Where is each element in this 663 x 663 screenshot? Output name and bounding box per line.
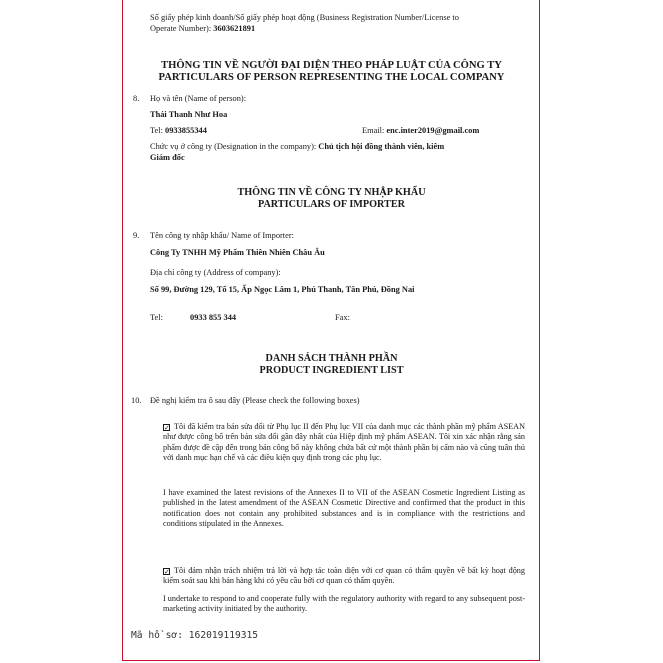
rep-designation-value: Chủ tịch hội đồng thành viên, kiêm <box>318 142 445 151</box>
importer-title-en: PARTICULARS OF IMPORTER <box>257 199 405 210</box>
record-code <box>131 630 258 641</box>
rep-name-label: Họ và tên (Name of person): <box>150 94 247 103</box>
rep-tel-label: Tel: <box>150 126 165 135</box>
checkbox-2[interactable]: ✓ <box>164 568 170 576</box>
business-license-line2 <box>150 24 255 35</box>
checkbox-2-text-en: I undertake to respond to and cooperate fully with the regulatory authority with regard to any subsequent post-marketing activity initiated by the authority. <box>163 594 525 614</box>
importer-tel-label: Tel: <box>150 313 163 322</box>
ingredient-item-number: 10. <box>131 396 142 405</box>
rep-designation-value-2: Giám đốc <box>150 153 185 162</box>
importer-title-vi: THÔNG TIN VỀ CÔNG TY NHẬP KHẨU <box>237 187 426 198</box>
ingredient-title-en: PRODUCT INGREDIENT LIST <box>259 365 404 376</box>
checkbox-1[interactable]: ✓ <box>164 424 170 432</box>
importer-item-number: 9. <box>133 231 140 240</box>
checkbox-1-block <box>163 422 525 464</box>
checkbox-1-text-vi: Tôi đã kiểm tra bản sửa đổi từ Phụ lục II đến Phụ lục VII của danh mục các thành phần mỹ phẩm ASEAN như được công bố trên bản sửa đổi gần đây nhất của Hiệp định mỹ phẩm ASEAN. Tôi xin xác nhận rằng sản phẩm được đề cập đến trong bản công bố này không chứa bất cứ một thành phần bị cấm nào và cũng tuân thủ với danh mục hạn chế và các điều kiện quy định trong các phụ lục. <box>163 422 525 463</box>
rep-email <box>362 126 479 137</box>
rep-name-value: Thái Thanh Như Hoa <box>150 110 228 119</box>
rep-tel-value: 0933855344 <box>165 126 207 135</box>
importer-tel-value: 0933 855 344 <box>190 313 237 322</box>
importer-name-value: Công Ty TNHH Mỹ Phẩm Thiên Nhiên Châu Âu <box>150 248 325 257</box>
rep-tel <box>150 126 207 137</box>
business-license-number: 3603621891 <box>213 24 256 33</box>
checkbox-2-block <box>163 566 525 587</box>
rep-email-label: Email: <box>362 126 387 135</box>
importer-name-label: Tên công ty nhập khẩu/ Name of Importer: <box>150 231 294 240</box>
ingredient-title-vi: DANH SÁCH THÀNH PHẦN <box>265 353 398 364</box>
business-license-label-2: Operate Number): <box>150 24 214 33</box>
rep-designation <box>150 142 444 153</box>
checkbox-1-text-en: I have examined the latest revisions of the Annexes II to VII of the ASEAN Cosmetic Ingredient Listing as published in the latest amendment of the ASEAN Cosmetic Directive and confirmed that the product in this notification does not contain any prohibited substances and is in compliance with the restrictions and conditions stipulated in the Annexes. <box>163 488 525 529</box>
business-license-label: Số giấy phép kinh doanh/Số giấy phép hoạt động (Business Registration Number/License to <box>150 13 459 22</box>
rep-title-en: PARTICULARS OF PERSON REPRESENTING THE LOCAL COMPANY <box>158 72 505 83</box>
rep-email-value: enc.inter2019@gmail.com <box>386 126 480 135</box>
importer-address-label: Địa chỉ công ty (Address of company): <box>150 268 281 277</box>
record-code-label: Mã hồ sơ: <box>131 630 189 641</box>
checkbox-2-text-vi: Tôi đảm nhận trách nhiệm trả lời và hợp tác toàn diện với cơ quan có thẩm quyền về bất kỳ hoạt động kiểm soát sau khi bán hàng khi có yêu cầu bởi cơ quan có thẩm quyền. <box>163 566 525 586</box>
rep-item-number: 8. <box>133 94 140 103</box>
importer-fax-label: Fax: <box>335 313 350 322</box>
rep-title-vi: THÔNG TIN VỀ NGƯỜI ĐẠI DIỆN THEO PHÁP LUẬT CỦA CÔNG TY <box>161 60 502 71</box>
importer-address-value: Số 99, Đường 129, Tổ 15, Ấp Ngọc Lâm 1, Phú Thanh, Tân Phú, Đồng Nai <box>150 285 415 294</box>
record-code-number: 162019119315 <box>188 630 259 641</box>
rep-designation-label: Chức vụ ở công ty (Designation in the company): <box>150 142 319 151</box>
check-prompt: Đề nghị kiểm tra ô sau đây (Please check the following boxes) <box>150 396 360 405</box>
